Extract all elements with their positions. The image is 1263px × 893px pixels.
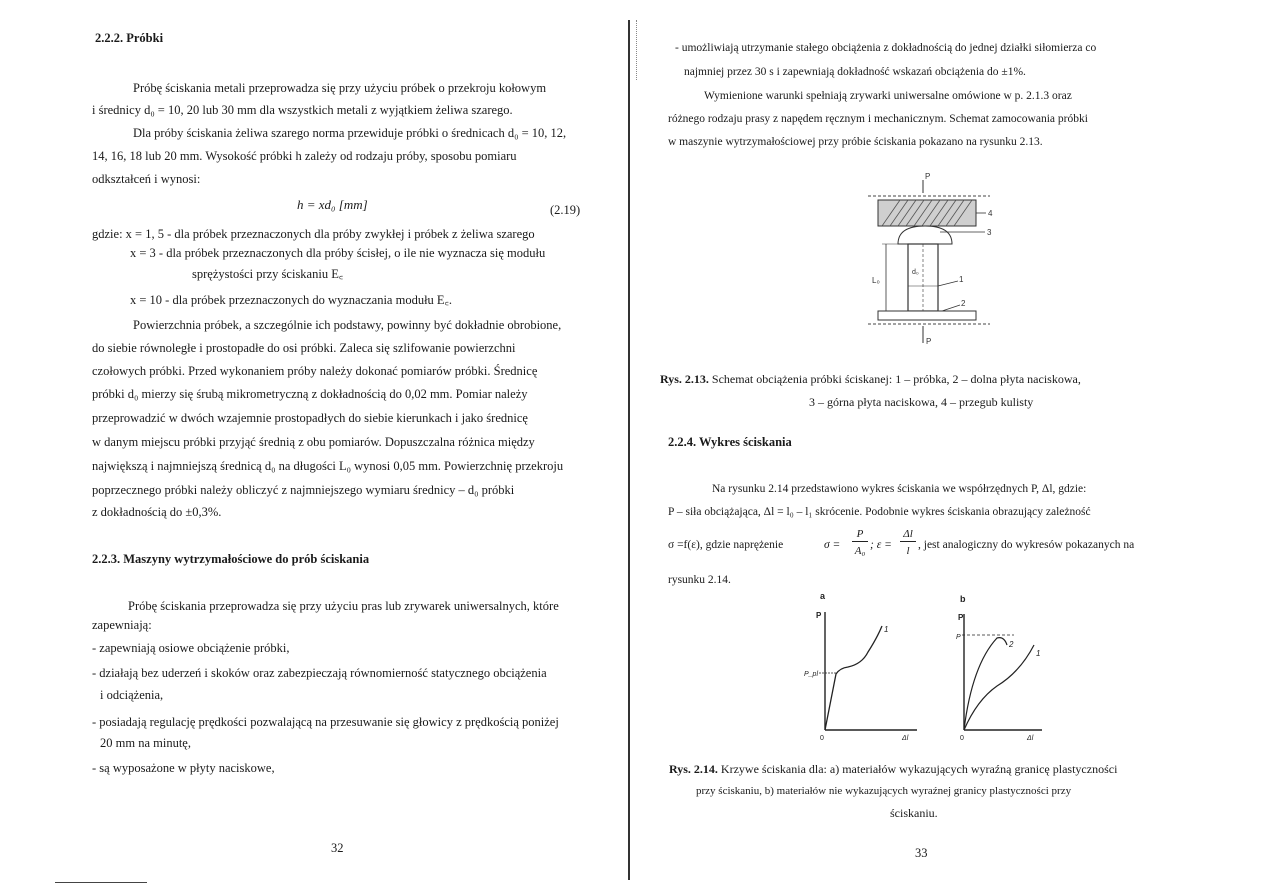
paragraph-line: przeprowadzić w dwóch wzajemnie prostopadłych do siebie kierunkach i jako średnicę [92, 411, 528, 425]
formula-sigma: σ = [824, 539, 841, 551]
label-4: 4 [988, 209, 993, 218]
fraction-1-denominator: A₀ [854, 545, 866, 557]
force-label-bottom: P [926, 337, 932, 346]
page-number: 33 [915, 846, 928, 860]
paragraph-line: Próbę ściskania metali przeprowadza się przy użyciu próbek o przekroju kołowym [133, 81, 547, 95]
caption-2-13-label: Rys. 2.13. [660, 372, 709, 386]
where-line: x = 3 - dla próbek przeznaczonych dla próby ścisłej, o ile nie wyznacza się modułu [130, 246, 546, 260]
paragraph-line: Na rysunku 2.14 przedstawiono wykres ściskania we współrzędnych P, Δl, gdzie: [712, 483, 1087, 495]
section-heading-222: 2.2.2. Próbki [95, 31, 164, 45]
diagram-b-origin: 0 [960, 735, 964, 742]
label-d0: d₀ [912, 269, 919, 276]
caption-2-14-text: Krzywe ściskania dla: a) materiałów wykazujących wyraźną granicę plastyczności [717, 762, 1118, 776]
fraction-2-numerator: Δl [900, 528, 916, 542]
right-page [632, 0, 1263, 893]
paragraph-line: do siebie równoległe i prostopadłe do osi próbki. Zaleca się szlifowanie powierzchni [92, 341, 516, 355]
scan-artifact-line [55, 882, 147, 883]
diagram-a-axis-x: Δl [902, 735, 909, 742]
diagram-b-axis-y: P [958, 613, 964, 622]
diagram-b-axis-x: Δl [1027, 735, 1034, 742]
paragraph-line: z dokładnością do ±0,3%. [92, 505, 222, 519]
paragraph-line: Wymienione warunki spełniają zrywarki uniwersalne omówione w p. 2.1.3 oraz [704, 90, 1072, 102]
diagram-a-axis-y: P [816, 611, 822, 620]
paragraph-line: P – siła obciążająca, Δl = l₀ – l₁ skrócenie. Podobnie wykres ściskania obrazujący zależność [668, 506, 1091, 518]
paragraph-line: i średnicy d₀ = 10, 20 lub 30 mm dla wszystkich metali z wyjątkiem żeliwa szarego. [92, 103, 513, 117]
caption-2-13-text: Schemat obciążenia próbki ściskanej: 1 – próbka, 2 – dolna płyta naciskowa, [708, 372, 1081, 386]
formula-number: (2.19) [550, 203, 581, 217]
where-line: gdzie: x = 1, 5 - dla próbek przeznaczonych dla próby zwykłej i próbek z żeliwa szarego [92, 227, 535, 241]
label-2: 2 [961, 299, 966, 308]
paragraph-line: poprzecznego próbki należy obliczyć z najmniejszego wymiaru średnicy – d₀ próbki [92, 483, 515, 497]
bullet-item: najmniej przez 30 s i zapewniają dokładność wskazań obciążenia do ±1%. [684, 66, 1026, 78]
diagram-a-origin: 0 [820, 735, 824, 742]
fraction-2-denominator: l [906, 545, 910, 557]
paragraph-line: Dla próby ściskania żeliwa szarego norma przewiduje próbki o średnicach d₀ = 10, 12, [133, 126, 567, 140]
diagram-b-label: b [960, 594, 966, 604]
formula-2-19: h = xd₀ [mm] [297, 197, 368, 212]
paragraph-line: odkształceń i wynosi: [92, 172, 201, 186]
page-number: 32 [331, 841, 344, 855]
bullet-item: - są wyposażone w płyty naciskowe, [92, 761, 275, 775]
fraction-1-numerator: P [852, 528, 868, 542]
paragraph-line: 14, 16, 18 lub 20 mm. Wysokość próbki h zależy od rodzaju próby, sposobu pomiaru [92, 149, 517, 163]
label-l0: L₀ [872, 276, 880, 285]
section-heading-224: 2.2.4. Wykres ściskania [668, 435, 792, 449]
caption-2-13-line2: 3 – górna płyta naciskowa, 4 – przegub kulisty [809, 395, 1034, 409]
caption-2-14-label: Rys. 2.14. [669, 762, 718, 776]
diagram-b-curve-1: 1 [1036, 649, 1041, 658]
paragraph-line: różnego rodzaju prasy z napędem ręcznym i mechanicznym. Schemat zamocowania próbki [668, 113, 1088, 125]
formula-epsilon: ; ε = [870, 539, 892, 551]
label-3: 3 [987, 228, 992, 237]
figure-2-14-compression-curves [802, 590, 1042, 745]
paragraph-line: , jest analogiczny do wykresów pokazanych na [918, 539, 1135, 551]
paragraph-line: Próbę ściskania przeprowadza się przy użyciu pras lub zrywarek uniwersalnych, które [128, 599, 559, 613]
paragraph-line: w maszynie wytrzymałościowej przy próbie ściskania pokazano na rysunku 2.13. [668, 136, 1043, 148]
formula-sigma-f-eps: σ =f(ε), gdzie naprężenie [668, 539, 784, 551]
paragraph-line: próbki d₀ mierzy się śrubą mikrometryczną z dokładnością do 0,02 mm. Pomiar należy [92, 387, 528, 401]
bullet-item: - działają bez uderzeń i skoków oraz zabezpieczają równomierność statycznego obciążenia [92, 666, 547, 680]
force-label-top: P [925, 172, 931, 181]
diagram-a-curve-label: 1 [884, 625, 889, 634]
where-line: x = 10 - dla próbek przeznaczonych do wyznaczania modułu E꜀. [130, 293, 453, 307]
diagram-b-level: P [956, 634, 961, 641]
caption-2-14-line3: ściskaniu. [890, 806, 938, 820]
figure-2-13-specimen-schematic [860, 168, 1000, 350]
paragraph-line: Powierzchnia próbek, a szczególnie ich podstawy, powinny być dokładnie obrobione, [133, 318, 562, 332]
bullet-item: - posiadają regulację prędkości pozwalającą na przesuwanie się głowicy z prędkością poniżej [92, 715, 559, 729]
diagram-a-label: a [820, 591, 826, 601]
paragraph-line: największą i najmniejszą średnicą d₀ na długości L₀ wynosi 0,05 mm. Powierzchnię przekroju [92, 459, 564, 473]
bullet-item: - zapewniają osiowe obciążenie próbki, [92, 641, 290, 655]
section-heading-223: 2.2.3. Maszyny wytrzymałościowe do prób ściskania [92, 552, 370, 566]
left-page [0, 0, 628, 893]
caption-2-14 [669, 761, 1117, 777]
bullet-item: i odciążenia, [100, 688, 164, 702]
where-line: sprężystości przy ściskaniu E꜀ [192, 267, 344, 281]
paragraph-line: rysunku 2.14. [668, 574, 731, 586]
paragraph-line: w danym miejscu próbki przyjąć średnią z obu pomiarów. Dopuszczalna różnica między [92, 435, 535, 449]
caption-2-14-line2: przy ściskaniu, b) materiałów nie wykazujących wyraźnej granicy plastyczności przy [696, 785, 1072, 797]
page-gutter [628, 20, 630, 880]
caption-2-13 [660, 371, 1081, 387]
label-1: 1 [959, 275, 964, 284]
diagram-b-curve-2: 2 [1009, 640, 1014, 649]
paragraph-line: czołowych próbki. Przed wykonaniem próby należy dokonać pomiarów próbki. Średnicę [92, 364, 538, 378]
bullet-item: 20 mm na minutę, [100, 736, 191, 750]
diagram-a-yield-level: P_pl [804, 671, 819, 678]
paragraph-line: zapewniają: [92, 618, 152, 632]
bullet-item: - umożliwiają utrzymanie stałego obciążenia z dokładnością do jednej działki siłomierza co [675, 42, 1097, 54]
